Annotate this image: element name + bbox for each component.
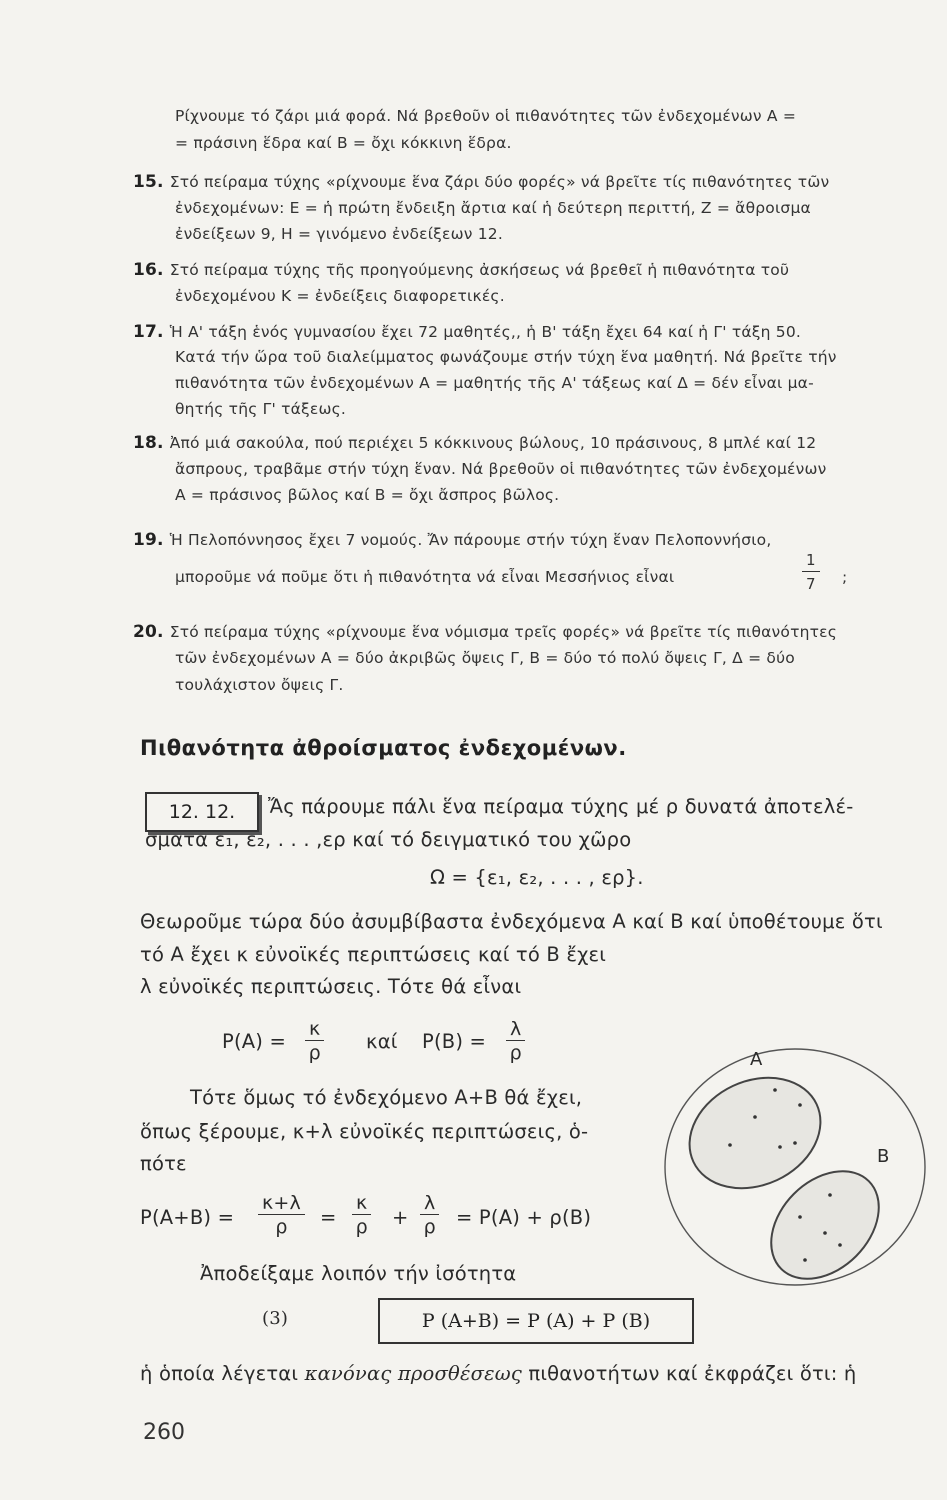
sum-lhs: P(A+B) =	[140, 1206, 235, 1229]
fraction-denominator: 7	[806, 575, 816, 593]
exercise-20	[133, 622, 837, 642]
exercise-19-line-1: Ἡ Πελοπόννησος ἔχει 7 νομούς. Ἄν πάρουμε στήν τύχη ἕναν Πελοποννήσιο,	[169, 531, 772, 549]
exercise-20-line-3: τουλάχιστον ὄψεις Γ.	[175, 676, 344, 694]
paragraph-line-3: λ εὐνοϊκές περιπτώσεις. Τότε θά εἶναι	[140, 975, 522, 998]
events-diagram	[660, 1035, 947, 1300]
exercise-19	[133, 530, 772, 550]
fraction-denominator: ρ	[509, 1042, 522, 1064]
exercise-17	[133, 322, 801, 342]
pa-lhs: P(A) =	[222, 1030, 287, 1053]
exercise-number: 18.	[133, 433, 164, 453]
exercise-number: 15.	[133, 172, 164, 192]
sum-fraction-3	[420, 1192, 439, 1239]
exercise-number: 17.	[133, 322, 164, 342]
fraction-one-seventh	[802, 549, 820, 596]
exercise-number: 19.	[133, 530, 164, 550]
fraction-numerator: λ	[420, 1192, 439, 1215]
sum-rhs: = P(A) + ρ(B)	[456, 1206, 592, 1229]
exercise-15-line-2: ἐνδεχομένων: Ε = ἡ πρώτη ἔνδειξη ἄρτια καί ἡ δεύτερη περιττή, Ζ = ἄθροισμα	[175, 199, 811, 217]
fraction-numerator: κ	[352, 1192, 371, 1215]
exercise-16	[133, 260, 789, 280]
paragraph-line-2: τό Α ἔχει κ εὐνοϊκές περιπτώσεις καί τό Β ἔχει	[140, 943, 607, 966]
fraction-numerator: 1	[802, 549, 820, 572]
exercise-17-line-1: Ἡ Α' τάξη ἑνός γυμνασίου ἔχει 72 μαθητές,, ἡ Β' τάξη ἔχει 64 καί ἡ Γ' τάξη 50.	[169, 323, 802, 341]
fraction-numerator: κ	[305, 1018, 324, 1041]
page-number: 260	[143, 1420, 185, 1445]
exercise-number: 16.	[133, 260, 164, 280]
exercise-18-line-2: ἄσπρους, τραβᾶμε στήν τύχη ἕναν. Νά βρεθοῦν οἱ πιθανότητες τῶν ἐνδεχομένων	[175, 460, 827, 478]
exercise-14-line-1: Ρίχνουμε τό ζάρι μιά φορά. Νά βρεθοῦν οἱ πιθανότητες τῶν ἐνδεχομένων Α =	[175, 107, 797, 125]
fraction-numerator: λ	[506, 1018, 525, 1041]
addition-rule-formula: P (A+B) = P (A) + P (B)	[378, 1298, 694, 1344]
equals-sign: =	[320, 1206, 337, 1229]
exercise-19-line-2: μποροῦμε νά ποῦμε ὅτι ἡ πιθανότητα νά εἶναι Μεσσήνιος εἶναι	[175, 568, 675, 586]
pa-fraction	[305, 1018, 324, 1065]
then-line-1: Τότε ὅμως τό ἐνδεχόμενο Α+Β θά ἔχει,	[190, 1086, 583, 1109]
exercise-16-line-1: Στό πείραμα τύχης τῆς προηγούμενης ἀσκήσεως νά βρεθεῖ ἡ πιθανότητα τοῦ	[169, 261, 790, 279]
exercise-20-line-1: Στό πείραμα τύχης «ρίχνουμε ἕνα νόμισμα τρεῖς φορές» νά βρεῖτε τίς πιθανότητες	[169, 623, 838, 641]
then-line-2: ὅπως ξέρουμε, κ+λ εὐνοϊκές περιπτώσεις, ὁ-	[140, 1120, 589, 1143]
exercise-18	[133, 433, 816, 453]
equation-label: (3)	[262, 1308, 289, 1329]
paragraph-line-1: Θεωροῦμε τώρα δύο ἀσυμβίβαστα ἐνδεχόμενα Α καί Β καί ὑποθέτουμε ὅτι	[140, 910, 883, 933]
plus-sign: +	[392, 1206, 409, 1229]
closing-text-2: πιθανοτήτων καί ἐκφράζει ὅτι: ἡ	[528, 1362, 857, 1385]
exercise-15-line-3: ἐνδείξεων 9, Η = γινόμενο ἐνδείξεων 12.	[175, 225, 503, 243]
exercise-20-line-2: τῶν ἐνδεχομένων Α = δύο ἀκριβῶς ὄψεις Γ, Β = δύο τό πολύ ὄψεις Γ, Δ = δύο	[175, 649, 795, 667]
sum-fraction-1	[258, 1192, 305, 1239]
exercise-15-line-1: Στό πείραμα τύχης «ρίχνουμε ἕνα ζάρι δύο φορές» νά βρεῖτε τίς πιθανότητες τῶν	[169, 173, 830, 191]
addition-rule-term: κανόνας προσθέσεως	[304, 1362, 523, 1385]
exercise-18-line-1: Ἀπό μιά σακούλα, πού περιέχει 5 κόκκινους βώλους, 10 πράσινους, 8 μπλέ καί 12	[169, 434, 817, 452]
exercise-number: 20.	[133, 622, 164, 642]
proved-line: Ἀποδείξαμε λοιπόν τήν ἰσότητα	[200, 1262, 517, 1285]
pb-lhs: P(B) =	[422, 1030, 487, 1053]
fraction-denominator: ρ	[423, 1216, 436, 1238]
exercise-14-line-2: = πράσινη ἕδρα καί Β = ὄχι κόκκινη ἕδρα.	[175, 134, 512, 152]
exercise-18-line-3: Α = πράσινος βῶλος καί Β = ὄχι ἄσπρος βῶλος.	[175, 486, 560, 504]
label-event-a: Α	[750, 1049, 763, 1070]
closing-line	[140, 1362, 856, 1385]
and-word: καί	[366, 1030, 398, 1053]
section-title: Πιθανότητα ἀθροίσματος ἐνδεχομένων.	[140, 736, 627, 760]
then-line-3: πότε	[140, 1152, 187, 1175]
section-line-2: σματα ε₁, ε₂, . . . ,ερ καί τό δειγματικό του χῶρο	[145, 828, 632, 851]
exercise-17-line-2: Κατά τήν ὥρα τοῦ διαλείμματος φωνάζουμε στήν τύχη ἕνα μαθητή. Νά βρεῖτε τήν	[175, 348, 837, 366]
closing-text-1: ἡ ὁποία λέγεται	[140, 1362, 299, 1385]
label-event-b: Β	[877, 1146, 890, 1167]
exercise-16-line-2: ἐνδεχομένου Κ = ἐνδείξεις διαφορετικές.	[175, 287, 505, 305]
fraction-denominator: ρ	[355, 1216, 368, 1238]
question-mark: ;	[842, 568, 848, 586]
fraction-denominator: ρ	[275, 1216, 288, 1238]
sample-space-omega: Ω = {ε₁, ε₂, . . . , ερ}.	[430, 866, 644, 889]
exercise-17-line-4: θητής τῆς Γ' τάξεως.	[175, 400, 347, 418]
fraction-numerator: κ+λ	[258, 1192, 305, 1215]
section-line-1: Ἄς πάρουμε πάλι ἕνα πείραμα τύχης μέ ρ δυνατά ἀποτελέ-	[268, 795, 854, 818]
exercise-17-line-3: πιθανότητα τῶν ἐνδεχομένων Α = μαθητής τῆς Α' τάξεως καί Δ = δέν εἶναι μα-	[175, 374, 814, 392]
paragraph-number-box: 12. 12.	[145, 792, 259, 832]
pb-fraction	[506, 1018, 525, 1065]
sum-fraction-2	[352, 1192, 371, 1239]
exercise-15	[133, 172, 829, 192]
fraction-denominator: ρ	[308, 1042, 321, 1064]
